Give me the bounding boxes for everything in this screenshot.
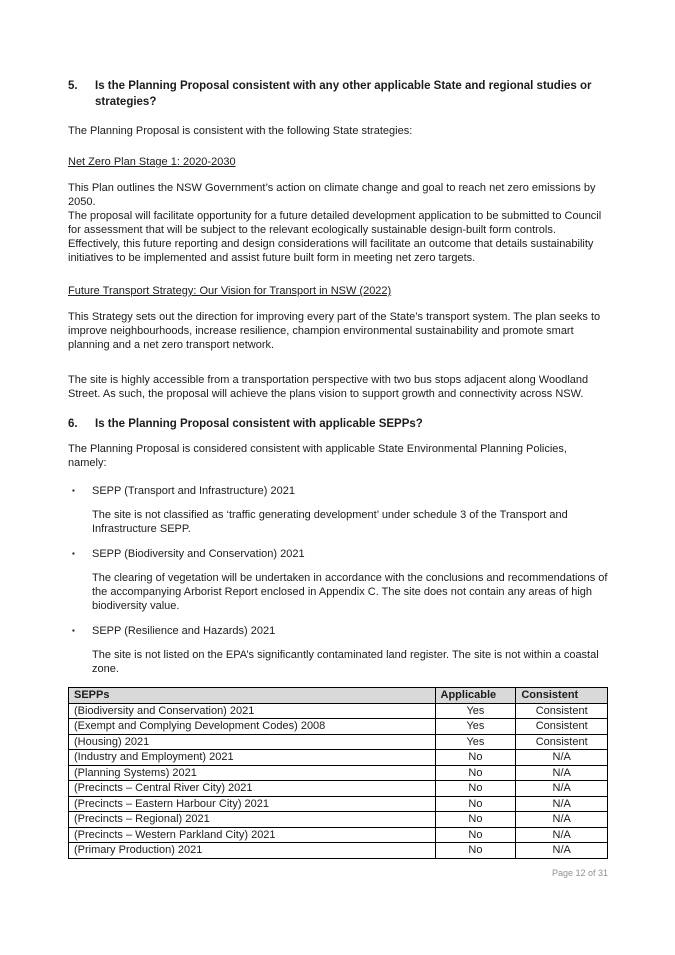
bullet-square-icon: ▪ xyxy=(72,549,75,558)
cell-sepp-name: (Housing) 2021 xyxy=(69,734,436,750)
section-5-heading xyxy=(68,78,608,110)
cell-consistent: Consistent xyxy=(516,719,608,735)
cell-sepp-name: (Precincts – Eastern Harbour City) 2021 xyxy=(69,796,436,812)
cell-applicable: Yes xyxy=(435,719,516,735)
table-row xyxy=(69,843,608,859)
cell-consistent: N/A xyxy=(516,781,608,797)
cell-sepp-name: (Industry and Employment) 2021 xyxy=(69,750,436,766)
strategy-net-zero-heading: Net Zero Plan Stage 1: 2020-2030 xyxy=(68,156,236,168)
strategy-net-zero-body xyxy=(68,181,608,265)
sepp-bullet-item xyxy=(68,624,608,676)
bullet-square-icon: ▪ xyxy=(72,626,75,635)
section-6-number: 6. xyxy=(68,418,78,430)
table-row xyxy=(69,703,608,719)
strategy-future-transport-paragraph-2: The site is highly accessible from a transportation perspective with two bus stops adjacent along Woodland Street. As such, the proposal will achieve the plans vision to support growth and connectivity across NSW. xyxy=(68,374,589,400)
cell-applicable: No xyxy=(435,765,516,781)
section-6-title: Is the Planning Proposal consistent with applicable SEPPs? xyxy=(95,418,423,430)
sepp-bullet-label: SEPP (Biodiversity and Conservation) 2021 xyxy=(92,548,305,560)
table-row xyxy=(69,796,608,812)
cell-consistent: N/A xyxy=(516,796,608,812)
strategy-future-transport-heading: Future Transport Strategy: Our Vision for Transport in NSW (2022) xyxy=(68,285,392,297)
table-row xyxy=(69,781,608,797)
page-number: Page 12 of 31 xyxy=(551,867,608,878)
bullet-square-icon: ▪ xyxy=(72,486,75,495)
cell-sepp-name: (Planning Systems) 2021 xyxy=(69,765,436,781)
cell-consistent: N/A xyxy=(516,812,608,828)
cell-applicable: Yes xyxy=(435,703,516,719)
column-header-consistent: Consistent xyxy=(516,688,608,704)
sepp-table-header-row xyxy=(69,688,608,704)
section-6-intro: The Planning Proposal is considered consistent with applicable State Environmental Planning Policies, namely: xyxy=(68,443,567,469)
sepp-bullet-item xyxy=(68,484,608,536)
strategy-net-zero-paragraph-2: The proposal will facilitate opportunity for a future detailed development application to be submitted to Council for assessment that will be subject to the relevant ecologically sustainable design-built form controls. Effectively, this future reporting and design considerations will facilitate an outcome that details sustainability initiatives to be implemented and assist future built form in meeting net zero targets. xyxy=(68,210,602,264)
table-row xyxy=(69,812,608,828)
cell-consistent: Consistent xyxy=(516,703,608,719)
sepp-bullet-label: SEPP (Resilience and Hazards) 2021 xyxy=(92,625,276,637)
section-6-heading xyxy=(68,416,608,432)
column-header-sepps: SEPPs xyxy=(69,688,436,704)
cell-applicable: No xyxy=(435,843,516,859)
cell-consistent: N/A xyxy=(516,843,608,859)
cell-applicable: No xyxy=(435,781,516,797)
cell-consistent: N/A xyxy=(516,765,608,781)
cell-consistent: Consistent xyxy=(516,734,608,750)
sepp-table xyxy=(68,687,608,859)
section-5-intro: The Planning Proposal is consistent with the following State strategies: xyxy=(68,125,413,137)
sepp-bullet-row xyxy=(68,484,608,498)
cell-consistent: N/A xyxy=(516,750,608,766)
column-header-applicable: Applicable xyxy=(435,688,516,704)
sepp-bullet-detail: The site is not classified as ‘traffic generating development’ under schedule 3 of the Transport and Infrastructure SEPP. xyxy=(92,509,568,535)
cell-sepp-name: (Precincts – Regional) 2021 xyxy=(69,812,436,828)
table-row xyxy=(69,750,608,766)
cell-applicable: No xyxy=(435,812,516,828)
sepp-bullet-detail: The site is not listed on the EPA’s significantly contaminated land register. The site is not within a coastal zone. xyxy=(92,649,599,675)
cell-consistent: N/A xyxy=(516,827,608,843)
sepp-table-header xyxy=(69,688,608,704)
cell-applicable: No xyxy=(435,796,516,812)
cell-applicable: No xyxy=(435,827,516,843)
cell-sepp-name: (Biodiversity and Conservation) 2021 xyxy=(69,703,436,719)
page-content xyxy=(68,78,608,879)
strategy-net-zero-paragraph-1: This Plan outlines the NSW Government’s action on climate change and goal to reach net zero emissions by 2050. xyxy=(68,182,596,208)
table-row xyxy=(69,827,608,843)
strategy-future-transport-paragraph-1: This Strategy sets out the direction for improving every part of the State’s transport system. The plan seeks to improve neighbourhoods, increase resilience, champion environmental sustainability and promote smart planning and a net zero transport network. xyxy=(68,311,601,351)
sepp-table-body xyxy=(69,703,608,858)
sepp-bullet-item xyxy=(68,547,608,613)
cell-applicable: Yes xyxy=(435,734,516,750)
table-row xyxy=(69,734,608,750)
sepp-bullet-list xyxy=(68,484,608,676)
table-row xyxy=(69,719,608,735)
section-5-number: 5. xyxy=(68,80,78,92)
cell-sepp-name: (Primary Production) 2021 xyxy=(69,843,436,859)
cell-sepp-name: (Precincts – Western Parkland City) 2021 xyxy=(69,827,436,843)
section-5-title: Is the Planning Proposal consistent with any other applicable State and regional studies or strategies? xyxy=(95,80,592,108)
sepp-bullet-row xyxy=(68,624,608,638)
cell-applicable: No xyxy=(435,750,516,766)
cell-sepp-name: (Precincts – Central River City) 2021 xyxy=(69,781,436,797)
table-row xyxy=(69,765,608,781)
cell-sepp-name: (Exempt and Complying Development Codes) 2008 xyxy=(69,719,436,735)
sepp-bullet-row xyxy=(68,547,608,561)
sepp-bullet-detail: The clearing of vegetation will be undertaken in accordance with the conclusions and recommendations of the accompanying Arborist Report enclosed in Appendix C. The site does not contain any areas of high biodiversity value. xyxy=(92,572,608,612)
sepp-bullet-label: SEPP (Transport and Infrastructure) 2021 xyxy=(92,485,295,497)
